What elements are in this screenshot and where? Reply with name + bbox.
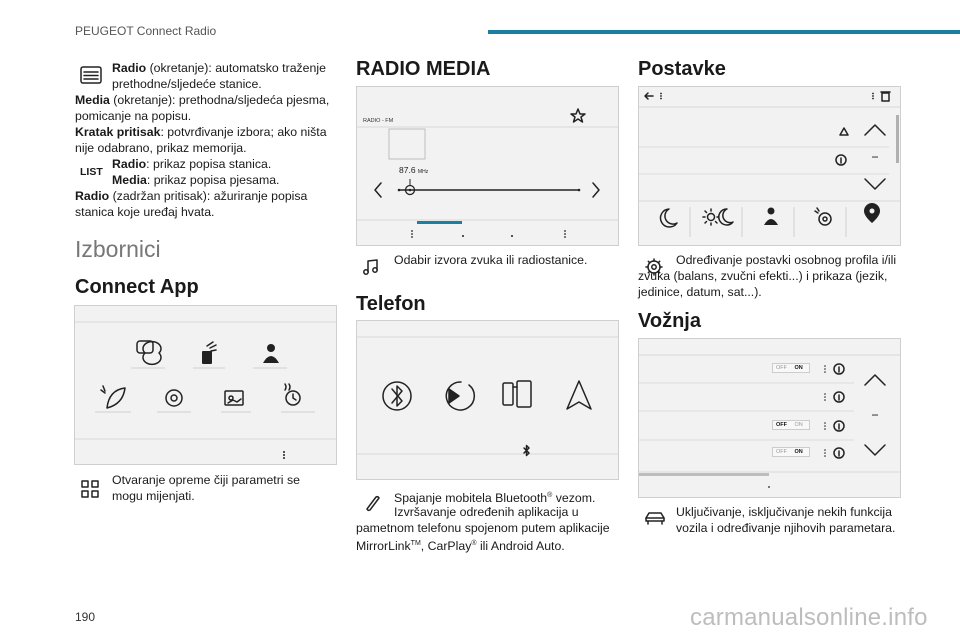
info-icon xyxy=(836,155,846,165)
eco-leaf-icon xyxy=(101,386,125,408)
night-mode-icon xyxy=(661,209,677,227)
mirror-screen-icon xyxy=(503,381,531,407)
toggle-row-1: OFF ON xyxy=(772,363,810,373)
scroll-down-icon xyxy=(865,445,885,455)
telefon-description-1: Spajanje mobitela Bluetooth® vezom. xyxy=(394,491,596,506)
site-watermark: carmanualsonline.info xyxy=(690,604,928,631)
scroll-up-icon xyxy=(865,125,885,135)
timer-heating-icon xyxy=(285,384,300,405)
frequency-readout: 87.6 MHz xyxy=(399,165,429,175)
voznja-description: Uključivanje, isključivanje nekih funkcija vozila i određivanje njihovih parametara. xyxy=(676,505,896,535)
list-view-icon xyxy=(80,66,102,89)
radio-media-description: Odabir izvora zvuka ili radiostanice. xyxy=(394,253,588,267)
android-auto-icon xyxy=(567,381,591,409)
telefon-description-2: Izvršavanje određenih aplikacija u pametnom telefonu spojenom putem aplikacije MirrorLink™, CarPlay® ili Android Auto. xyxy=(356,505,610,554)
telefon-heading: Telefon xyxy=(356,293,426,315)
postavke-description: Određivanje postavki osobnog profila i/ili zvuka (balans, zvučni efekti...) i prikaza (jezik, jedinice, datum, sat...). xyxy=(638,253,897,299)
radio-media-heading: RADIO MEDIA xyxy=(356,58,491,80)
running-header: PEUGEOT Connect Radio xyxy=(75,24,217,38)
short-press-text: Kratak pritisak: potvrđivanje izbora; ako ništa nije odabrano, prikaz memorija. xyxy=(75,125,327,155)
driver-profile-icon xyxy=(263,344,279,363)
radio-band-label: RADIO - FM xyxy=(363,118,394,124)
scroll-up-icon xyxy=(865,375,885,385)
held-press-text: Radio (zadržan pritisak): ažuriranje popisa stanica koje uređaj hvata. xyxy=(75,189,308,219)
media-play-icon xyxy=(446,382,474,410)
favorite-star-icon xyxy=(571,109,585,122)
previous-station-icon xyxy=(375,183,381,197)
radio-media-screen xyxy=(356,86,619,246)
profile-settings-icon xyxy=(764,208,778,226)
back-arrow-icon xyxy=(645,93,653,99)
scroll-down-icon xyxy=(865,179,885,189)
toggle-row-3: OFF ON xyxy=(772,420,810,430)
header-accent-bar xyxy=(488,30,960,34)
sound-settings-icon xyxy=(815,208,831,225)
location-settings-icon xyxy=(864,203,880,223)
list-media-text: Media: prikaz popisa pjesama. xyxy=(112,173,280,187)
bluetooth-icon xyxy=(383,382,411,410)
page-number: 190 xyxy=(75,610,96,624)
postavke-screen xyxy=(638,86,901,246)
connect-app-heading: Connect App xyxy=(75,276,199,298)
frequency-slider xyxy=(398,179,581,195)
music-note-icon xyxy=(362,258,380,281)
bottom-toolbar-icons xyxy=(411,230,566,238)
media-rotation-text: Media (okretanje): prethodna/sljedeća pjesma, pomicanje na popisu. xyxy=(75,93,330,123)
list-button-label: LIST xyxy=(80,166,103,178)
app-grid-icon xyxy=(81,480,99,503)
more-options-icon xyxy=(283,451,285,459)
toggle-row-4: OFF ON xyxy=(772,447,810,457)
voznja-heading: Vožnja xyxy=(638,310,701,332)
list-radio-text: Radio: prikaz popisa stanica. xyxy=(112,157,272,171)
radio-rotation-text: Radio (okretanje): automatsko traženje prethodne/sljedeće stanice. xyxy=(112,61,326,91)
brightness-icon xyxy=(703,209,733,225)
trash-icon xyxy=(881,92,890,101)
remote-app-icon xyxy=(202,342,216,364)
photo-gallery-icon xyxy=(225,391,243,405)
connect-app-screen xyxy=(74,305,337,465)
messaging-icon xyxy=(137,341,161,364)
vehicle-settings-icon xyxy=(166,390,182,406)
next-station-icon xyxy=(593,183,599,197)
telefon-screen xyxy=(356,320,619,480)
connect-app-description: Otvaranje opreme čiji parametri se mogu mijenjati. xyxy=(112,473,300,503)
warning-icon xyxy=(840,128,848,135)
izbornici-heading: Izbornici xyxy=(75,236,161,262)
voznja-screen xyxy=(638,338,901,498)
car-icon xyxy=(644,510,666,531)
postavke-heading: Postavke xyxy=(638,58,726,80)
